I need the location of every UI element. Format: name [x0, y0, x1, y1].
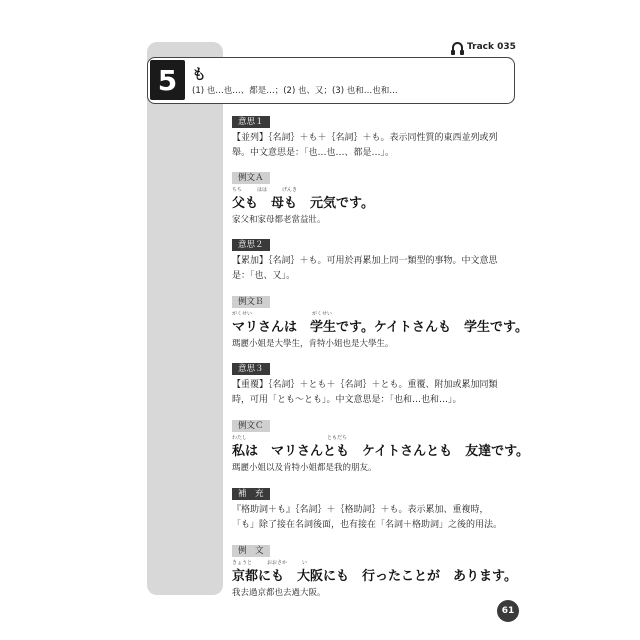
example-tag: 例文Ｃ — [232, 420, 270, 432]
example-translation: 我去過京都也去過大阪。 — [232, 588, 326, 598]
example-sentence: 父も 母も 元気です。 — [232, 196, 374, 211]
example-tag: 例文Ａ — [232, 172, 270, 184]
example-sentence: マリさんは 学生です。ケイトさんも 学生です。 — [232, 320, 529, 335]
example-tag: 例文Ｂ — [232, 296, 270, 308]
example-sentence: 京都にも 大阪にも 行ったことが あります。 — [232, 569, 517, 584]
meaning-tag: 意思２ — [232, 239, 270, 251]
meaning-tag: 意思３ — [232, 363, 270, 375]
example-translation: 瑪麗小姐以及肯特小姐都是我的朋友。 — [232, 463, 377, 473]
side-strip — [147, 42, 223, 595]
page-number: 61 — [497, 600, 519, 622]
track-text: Track 035 — [467, 42, 516, 52]
grammar-title: も — [192, 67, 206, 83]
example-tag: 例 文 — [232, 545, 270, 557]
headphone-icon — [452, 42, 463, 52]
example-sentence: 私は マリさんとも ケイトさんとも 友達です。 — [232, 444, 530, 459]
meaning-text — [232, 378, 522, 408]
meaning-text — [232, 131, 522, 161]
meaning-line: 【累加】｛名詞｝＋も。可用於再累加上同一類型的事物。中文意思 — [232, 256, 498, 266]
meaning-line: 是：「也、又」。 — [232, 271, 296, 281]
grammar-subtitle: (1) 也…也…、都是…；(2) 也、又；(3) 也和…也和… — [192, 86, 398, 96]
meaning-line: 時，可用「とも～とも」。中文意思是：「也和…也和…」。 — [232, 395, 462, 405]
meaning-tag: 意思１ — [232, 116, 270, 128]
furigana: わたし ともだち — [232, 435, 348, 441]
meaning-text — [232, 254, 522, 284]
supplement-line: 「も」除了接在名詞後面，也有接在「名詞＋格助詞」之後的用法。 — [232, 520, 503, 530]
example-translation: 瑪麗小姐是大學生，肯特小姐也是大學生。 — [232, 339, 394, 349]
supplement-tag: 補 充 — [232, 488, 270, 500]
meaning-line: 舉。中文意思是：「也…也…、都是…」。 — [232, 148, 395, 158]
track-label — [452, 42, 516, 52]
furigana: きょうと おおさか い — [232, 560, 308, 566]
meaning-line: 【並列】｛名詞｝＋も＋｛名詞｝＋も。表示同性質的東西並列或列 — [232, 133, 498, 143]
meaning-line: 【重覆】｛名詞｝＋とも＋｛名詞｝＋とも。重覆、附加或累加同類 — [232, 380, 498, 390]
supplement-text — [232, 503, 522, 533]
supplement-line: 『格助詞＋も』｛名詞｝＋｛格助詞｝＋も。表示累加、重複時， — [232, 505, 489, 515]
furigana: がくせい がくせい — [232, 311, 333, 317]
grammar-number: 5 — [150, 60, 185, 100]
example-translation: 家父和家母都老當益壯。 — [232, 215, 326, 225]
furigana: ちち はは げんき — [232, 187, 298, 193]
